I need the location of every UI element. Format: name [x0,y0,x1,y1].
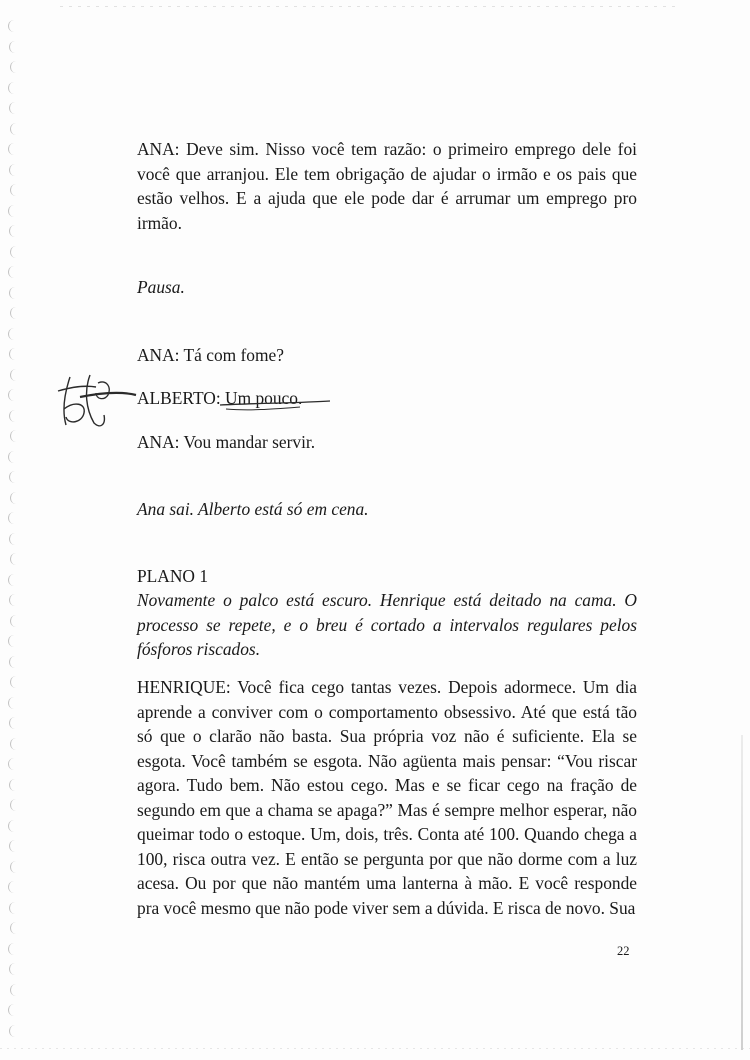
page-number: 22 [617,944,630,958]
binding-hole [8,451,15,463]
binding-hole [9,840,16,852]
binding-hole [8,82,15,94]
binding-hole [10,123,17,135]
binding-hole [9,717,16,729]
binding-hole [9,779,16,791]
binding-hole [9,902,16,914]
binding-hole [8,635,15,647]
binding-hole [9,348,16,360]
binding-hole [8,758,15,770]
binding-hole [9,471,16,483]
scan-artifact-top [60,6,680,7]
binding-hole [10,369,17,381]
binding-hole [9,102,16,114]
binding-holes [0,20,28,1050]
handwritten-annotation [50,365,340,435]
dialogue-ana-3: ANA: Vou mandar servir. [137,432,316,452]
binding-hole [10,861,17,873]
binding-hole [8,820,15,832]
binding-hole [9,225,16,237]
dialogue-henrique: HENRIQUE: Você fica cego tantas vezes. Depois adormece. Um dia aprende a conviver com o comportamento obsessivo. Até que está tão só que o clarão não basta. Sua própria voz não é suficiente. Ela se esgota. Você também se esgota. Não agüenta mais pensar: “Vou riscar agora. Tudo bem. Não estou cego. Mas e se ficar cego na fração de segundo em que a chama se apaga?” Mas é sempre melhor esperar, não queimar todo o estoque. Um, dois, três. Conta até 100. Quando chega a 100, risca outra vez. E então se pergunta por que não dorme com a luz acesa. Ou por que não mantém uma lanterna à mão. E você responde pra você mesmo que não pode viver sem a dúvida. E risca de novo. Sua [137,677,637,918]
binding-hole [10,553,17,565]
binding-hole [8,1004,15,1016]
binding-hole [9,41,16,53]
stage-direction-plano: Novamente o palco está escuro. Henrique está deitado na cama. O processo se repete, e o breu é cortado a intervalos regulares pelos fósforos riscados. [137,590,637,659]
binding-hole [9,1025,16,1037]
binding-hole [8,328,15,340]
binding-hole [9,410,16,422]
dialogue-ana-2: ANA: Tá com fome? [137,345,284,365]
binding-hole [8,205,15,217]
binding-hole [8,389,15,401]
scan-artifact-right-edge [741,735,743,1050]
binding-hole [10,922,17,934]
binding-hole [8,881,15,893]
binding-hole [9,164,16,176]
stage-direction-pausa: Pausa. [137,277,185,297]
dialogue-alberto: ALBERTO: Um pouco. [137,388,303,408]
binding-hole [10,799,17,811]
binding-hole [10,615,17,627]
binding-hole [10,184,17,196]
binding-hole [9,963,16,975]
binding-hole [8,943,15,955]
scan-artifact-bottom [0,1048,750,1049]
binding-hole [8,697,15,709]
binding-hole [10,307,17,319]
binding-hole [10,676,17,688]
binding-hole [10,984,17,996]
binding-hole [8,574,15,586]
binding-hole [10,492,17,504]
stage-direction-ana-sai: Ana sai. Alberto está só em cena. [137,499,369,519]
binding-hole [8,20,15,32]
binding-hole [8,266,15,278]
dialogue-ana-1: ANA: Deve sim. Nisso você tem razão: o primeiro emprego dele foi você que arranjou. Ele tem obrigação de ajudar o irmão e os pais que estão velhos. E a ajuda que ele pode dar é arrumar um emprego pro irmão. [137,139,637,233]
binding-hole [9,533,16,545]
binding-hole [9,594,16,606]
binding-hole [10,738,17,750]
scene-heading: PLANO 1 [137,566,209,586]
binding-hole [10,246,17,258]
binding-hole [9,287,16,299]
binding-hole [10,430,17,442]
binding-hole [8,512,15,524]
binding-hole [9,656,16,668]
binding-hole [10,61,17,73]
binding-hole [8,143,15,155]
